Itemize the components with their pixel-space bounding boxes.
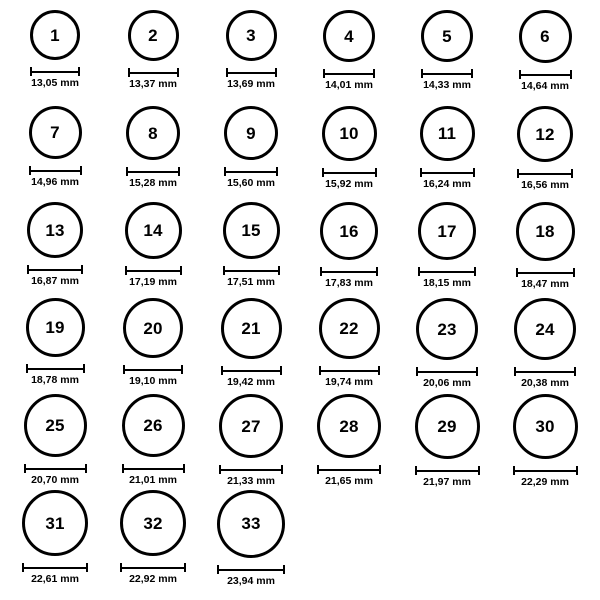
ring-circle (420, 106, 475, 161)
diameter-value: 22,29 mm (521, 476, 569, 488)
diameter-measure (226, 68, 277, 90)
ring-circle (217, 490, 285, 558)
ring-size-label: 10 (339, 124, 359, 143)
diameter-measure (516, 268, 575, 290)
ring-size-cell (202, 10, 300, 106)
ring-circle (323, 10, 375, 62)
ring-size-cell (496, 10, 594, 106)
caliper-icon (421, 69, 473, 77)
diameter-measure (30, 67, 80, 89)
ring-size-cell (104, 106, 202, 202)
diameter-measure (323, 69, 375, 91)
diameter-measure (221, 366, 282, 388)
diameter-measure (27, 265, 83, 287)
diameter-value: 14,01 mm (325, 79, 373, 91)
ring-size-cell (398, 298, 496, 394)
ring-size-cell (6, 10, 104, 106)
caliper-icon (125, 266, 182, 274)
caliper-icon (226, 68, 277, 76)
ring-size-label: 13 (45, 220, 65, 240)
diameter-measure (320, 267, 378, 289)
caliper-icon (24, 464, 87, 472)
ring-size-label: 18 (535, 222, 555, 241)
ring-circle (123, 298, 183, 358)
diameter-value: 13,37 mm (129, 78, 177, 90)
diameter-value: 21,01 mm (129, 474, 177, 486)
ring-size-cell (300, 106, 398, 202)
ring-size-label: 26 (143, 416, 163, 435)
caliper-icon (22, 563, 88, 571)
ring-size-cell (202, 394, 300, 490)
ring-circle (322, 106, 377, 161)
ring-circle (416, 298, 478, 360)
diameter-value: 17,19 mm (129, 276, 177, 288)
ring-circle (320, 202, 378, 260)
ring-circle (27, 202, 83, 258)
ring-size-cell (398, 394, 496, 490)
ring-size-label: 21 (241, 319, 261, 338)
diameter-measure (416, 367, 478, 389)
diameter-value: 21,65 mm (325, 475, 373, 487)
ring-size-label: 5 (442, 26, 452, 46)
ring-circle (319, 298, 380, 359)
ring-size-cell (202, 106, 300, 202)
ring-size-cell (300, 10, 398, 106)
diameter-value: 17,83 mm (325, 277, 373, 289)
ring-circle (224, 106, 278, 160)
caliper-icon (221, 366, 282, 374)
caliper-icon (322, 168, 377, 176)
ring-circle (221, 298, 282, 359)
ring-size-cell (300, 394, 398, 490)
ring-circle (415, 394, 480, 459)
diameter-measure (513, 466, 578, 488)
ring-size-cell (496, 394, 594, 490)
ring-circle (126, 106, 180, 160)
diameter-measure (125, 266, 182, 288)
ring-size-cell (104, 298, 202, 394)
ring-size-cell (6, 490, 104, 586)
diameter-measure (514, 367, 576, 389)
ring-size-label: 2 (148, 26, 158, 45)
diameter-value: 21,97 mm (423, 476, 471, 488)
ring-size-label: 23 (437, 319, 457, 339)
diameter-measure (317, 465, 381, 487)
diameter-measure (123, 365, 183, 387)
diameter-value: 14,64 mm (521, 80, 569, 92)
ring-circle (226, 10, 277, 61)
ring-size-cell (104, 202, 202, 298)
diameter-value: 19,74 mm (325, 376, 373, 388)
ring-size-cell (398, 202, 496, 298)
diameter-measure (219, 465, 283, 487)
diameter-measure (322, 168, 377, 190)
diameter-measure (26, 364, 85, 386)
ring-size-cell (496, 298, 594, 394)
ring-size-grid (6, 10, 594, 586)
ring-size-cell (104, 490, 202, 586)
diameter-value: 19,42 mm (227, 376, 275, 388)
diameter-value: 14,33 mm (423, 79, 471, 91)
diameter-measure (223, 266, 280, 288)
ring-size-cell (398, 10, 496, 106)
ring-size-label: 25 (45, 416, 65, 435)
diameter-measure (418, 267, 476, 289)
ring-size-label: 29 (437, 417, 457, 436)
ring-size-cell (6, 298, 104, 394)
ring-circle (26, 298, 85, 357)
caliper-icon (323, 69, 375, 77)
diameter-measure (122, 464, 185, 486)
diameter-measure (29, 166, 82, 188)
ring-size-label: 19 (45, 318, 65, 337)
diameter-value: 13,69 mm (227, 78, 275, 90)
diameter-measure (126, 167, 180, 189)
ring-size-cell (300, 202, 398, 298)
caliper-icon (126, 167, 180, 175)
ring-size-cell (496, 106, 594, 202)
ring-size-cell (202, 298, 300, 394)
diameter-value: 17,51 mm (227, 276, 275, 288)
ring-size-cell (300, 298, 398, 394)
diameter-measure (24, 464, 87, 486)
ring-size-cell (496, 202, 594, 298)
ring-circle (29, 106, 82, 159)
ring-size-label: 24 (535, 319, 555, 339)
ring-circle (128, 10, 179, 61)
caliper-icon (30, 67, 80, 75)
ring-size-label: 31 (45, 513, 65, 533)
caliper-icon (514, 367, 576, 375)
ring-circle (317, 394, 381, 458)
caliper-icon (27, 265, 83, 273)
diameter-value: 22,92 mm (129, 573, 177, 585)
ring-size-label: 32 (143, 513, 163, 533)
ring-size-cell (6, 202, 104, 298)
ring-circle (514, 298, 576, 360)
ring-size-label: 20 (143, 318, 163, 338)
diameter-measure (415, 466, 480, 488)
caliper-icon (513, 466, 578, 474)
ring-size-label: 8 (148, 123, 158, 143)
ring-size-label: 12 (535, 124, 555, 144)
diameter-value: 23,94 mm (227, 574, 275, 587)
diameter-value: 18,78 mm (31, 374, 79, 386)
diameter-value: 15,28 mm (129, 177, 177, 189)
diameter-value: 19,10 mm (129, 375, 177, 387)
diameter-value: 15,60 mm (227, 177, 275, 189)
ring-size-label: 1 (50, 25, 60, 45)
caliper-icon (319, 366, 380, 374)
ring-size-cell (6, 106, 104, 202)
diameter-value: 16,87 mm (31, 275, 79, 287)
caliper-icon (320, 267, 378, 275)
ring-size-cell (202, 490, 300, 586)
ring-circle (223, 202, 280, 259)
diameter-value: 18,47 mm (521, 278, 569, 290)
ring-size-label: 33 (241, 514, 261, 534)
ring-size-label: 27 (241, 416, 261, 436)
caliper-icon (416, 367, 478, 375)
diameter-value: 16,24 mm (423, 178, 471, 190)
diameter-measure (421, 69, 473, 91)
diameter-measure (217, 565, 285, 587)
ring-circle (122, 394, 185, 457)
diameter-measure (128, 68, 179, 90)
ring-size-cell (104, 394, 202, 490)
ring-circle (120, 490, 186, 556)
ring-size-label: 17 (437, 221, 457, 241)
ring-circle (219, 394, 283, 458)
ring-circle (516, 202, 575, 261)
ring-circle (22, 490, 88, 556)
diameter-value: 20,70 mm (31, 474, 79, 486)
diameter-measure (517, 169, 573, 191)
diameter-value: 16,56 mm (521, 179, 569, 191)
caliper-icon (317, 465, 381, 473)
ring-circle (30, 10, 80, 60)
ring-circle (24, 394, 87, 457)
diameter-value: 18,15 mm (423, 277, 471, 289)
ring-size-label: 30 (535, 417, 555, 436)
caliper-icon (224, 167, 278, 175)
caliper-icon (26, 364, 85, 372)
caliper-icon (516, 268, 575, 276)
diameter-measure (120, 563, 186, 585)
caliper-icon (120, 563, 186, 571)
ring-circle (517, 106, 573, 162)
diameter-measure (22, 563, 88, 585)
caliper-icon (128, 68, 179, 76)
diameter-value: 20,38 mm (521, 377, 569, 389)
ring-size-label: 16 (339, 221, 359, 241)
ring-size-label: 22 (339, 319, 359, 338)
diameter-measure (519, 70, 572, 92)
caliper-icon (217, 565, 285, 573)
ring-size-cell (6, 394, 104, 490)
ring-size-label: 7 (50, 123, 60, 142)
diameter-measure (224, 167, 278, 189)
caliper-icon (519, 70, 572, 78)
caliper-icon (415, 466, 480, 474)
diameter-value: 21,33 mm (227, 475, 275, 487)
caliper-icon (123, 365, 183, 373)
caliper-icon (223, 266, 280, 274)
caliper-icon (122, 464, 185, 472)
caliper-icon (219, 465, 283, 473)
ring-circle (513, 394, 578, 459)
diameter-value: 14,96 mm (31, 176, 79, 188)
ring-size-cell (104, 10, 202, 106)
ring-size-cell (202, 202, 300, 298)
ring-size-label: 14 (143, 221, 163, 240)
ring-circle (418, 202, 476, 260)
diameter-value: 20,06 mm (423, 377, 471, 389)
diameter-value: 22,61 mm (31, 573, 79, 585)
caliper-icon (418, 267, 476, 275)
ring-size-label: 4 (344, 26, 354, 46)
ring-size-label: 9 (246, 123, 256, 143)
caliper-icon (420, 168, 475, 176)
ring-circle (125, 202, 182, 259)
ring-size-label: 11 (437, 124, 457, 143)
ring-circle (519, 10, 572, 63)
caliper-icon (29, 166, 82, 174)
ring-circle (421, 10, 473, 62)
diameter-value: 13,05 mm (31, 77, 79, 89)
ring-size-label: 3 (246, 26, 256, 45)
ring-size-label: 6 (540, 27, 550, 46)
caliper-icon (517, 169, 573, 177)
ring-size-label: 28 (339, 416, 359, 436)
ring-size-cell (398, 106, 496, 202)
diameter-value: 15,92 mm (325, 178, 373, 190)
diameter-measure (319, 366, 380, 388)
ring-size-label: 15 (241, 221, 261, 240)
diameter-measure (420, 168, 475, 190)
